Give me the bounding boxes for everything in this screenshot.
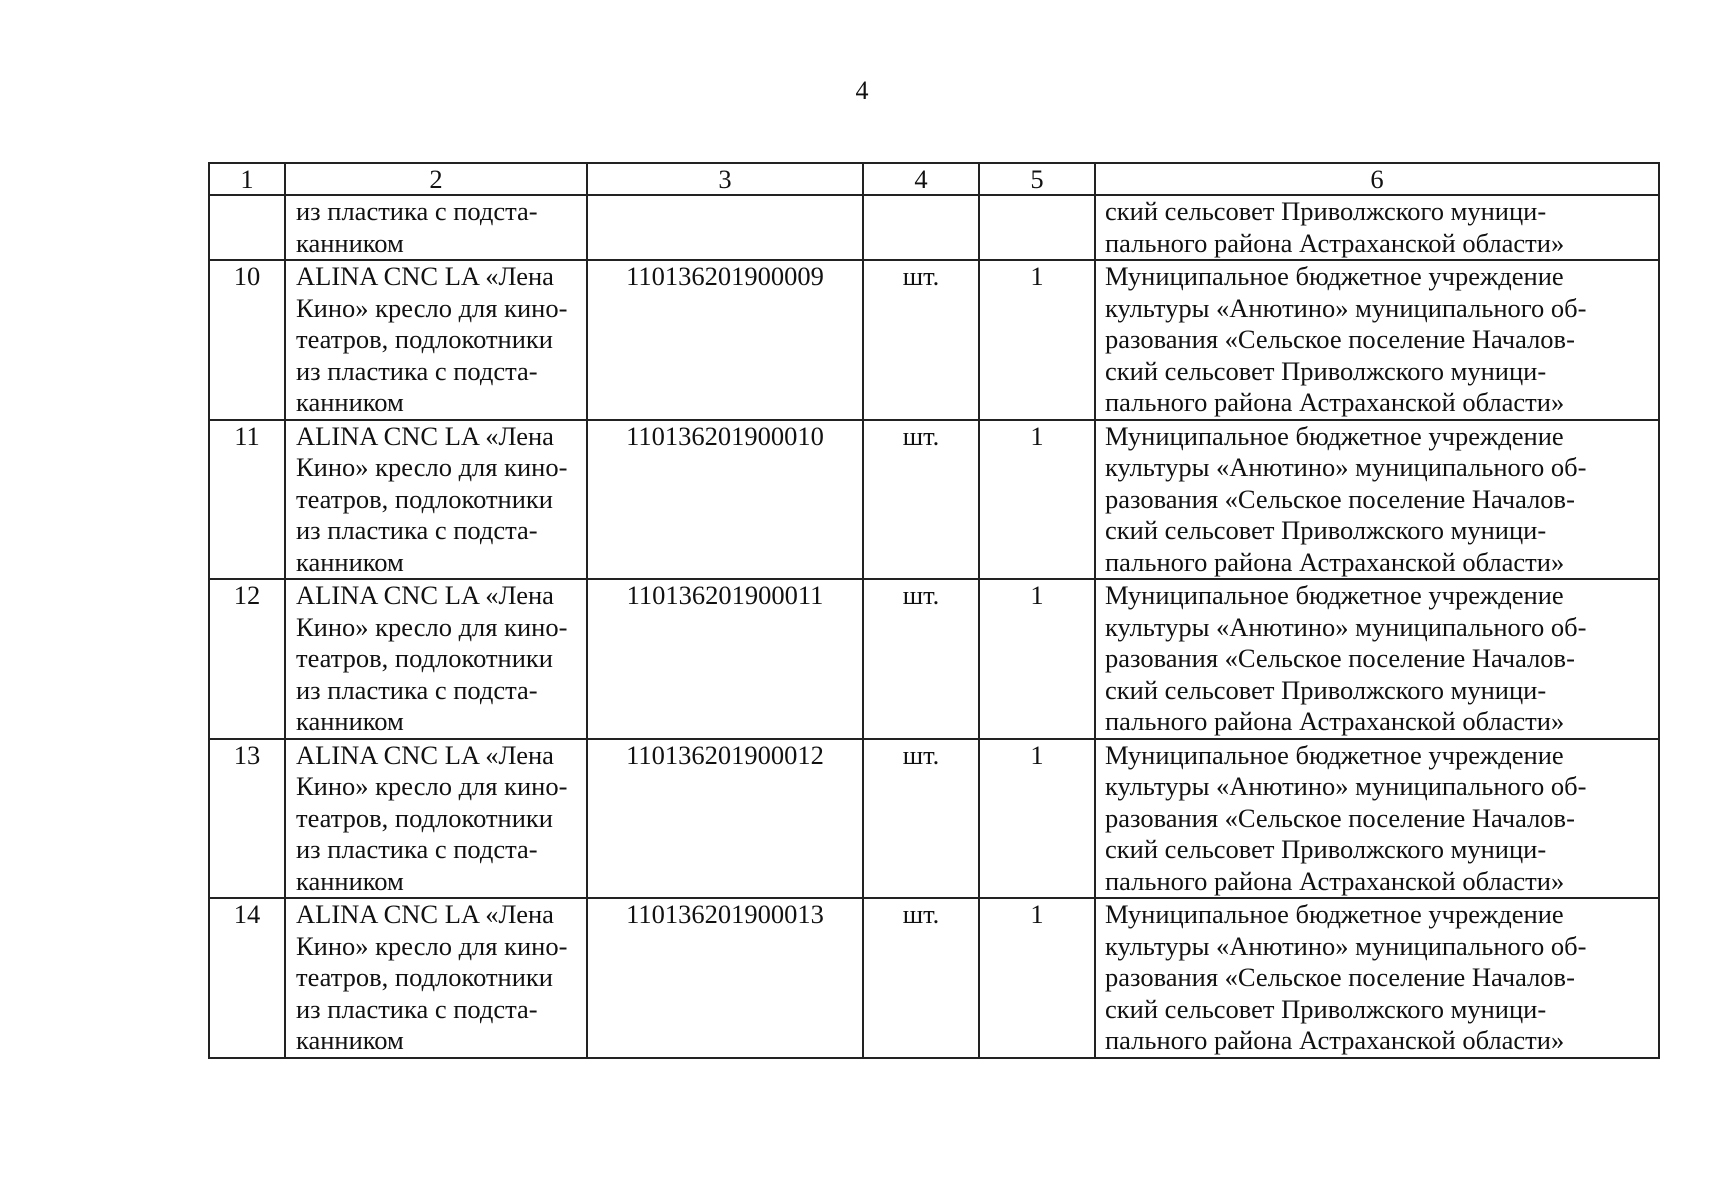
column-header: 4 [863, 163, 979, 195]
item-name-cell: из пластика с подста- канником [285, 195, 587, 260]
row-number-cell: 14 [209, 898, 285, 1058]
row-number-cell: 12 [209, 579, 285, 739]
quantity-cell: 1 [979, 579, 1095, 739]
unit-cell: шт. [863, 898, 979, 1058]
quantity-cell: 1 [979, 898, 1095, 1058]
column-header: 6 [1095, 163, 1659, 195]
table-row [209, 260, 1659, 420]
table-row [209, 579, 1659, 739]
item-name-cell: ALINA CNC LA «Лена Кино» кресло для кино- театров, подлокотники из пластика с подста- канником [285, 739, 587, 899]
column-header: 2 [285, 163, 587, 195]
organization-cell: Муниципальное бюджетное учреждение культуры «Анютино» муниципального об- разования «Сельское поселение Началов- ский сельсовет Приволжского муници- пального района Астраханской области» [1095, 739, 1659, 899]
column-header: 3 [587, 163, 863, 195]
organization-cell: Муниципальное бюджетное учреждение культуры «Анютино» муниципального об- разования «Сельское поселение Началов- ский сельсовет Приволжского муници- пального района Астраханской области» [1095, 420, 1659, 580]
column-header: 5 [979, 163, 1095, 195]
inventory-number-cell [587, 195, 863, 260]
quantity-cell: 1 [979, 420, 1095, 580]
item-name-cell: ALINA CNC LA «Лена Кино» кресло для кино- театров, подлокотники из пластика с подста- канником [285, 898, 587, 1058]
table-row [209, 898, 1659, 1058]
organization-cell: Муниципальное бюджетное учреждение культуры «Анютино» муниципального об- разования «Сельское поселение Началов- ский сельсовет Приволжского муници- пального района Астраханской области» [1095, 579, 1659, 739]
row-number-cell: 13 [209, 739, 285, 899]
quantity-cell: 1 [979, 260, 1095, 420]
organization-cell: Муниципальное бюджетное учреждение культуры «Анютино» муниципального об- разования «Сельское поселение Началов- ский сельсовет Приволжского муници- пального района Астраханской области» [1095, 898, 1659, 1058]
unit-cell [863, 195, 979, 260]
column-header: 1 [209, 163, 285, 195]
table-header-row [209, 163, 1659, 195]
table-row [209, 739, 1659, 899]
row-number-cell [209, 195, 285, 260]
unit-cell: шт. [863, 739, 979, 899]
inventory-number-cell: 110136201900012 [587, 739, 863, 899]
organization-cell: Муниципальное бюджетное учреждение культуры «Анютино» муниципального об- разования «Сельское поселение Началов- ский сельсовет Приволжского муници- пального района Астраханской области» [1095, 260, 1659, 420]
unit-cell: шт. [863, 260, 979, 420]
inventory-number-cell: 110136201900013 [587, 898, 863, 1058]
inventory-number-cell: 110136201900010 [587, 420, 863, 580]
table-row [209, 420, 1659, 580]
item-name-cell: ALINA CNC LA «Лена Кино» кресло для кино- театров, подлокотники из пластика с подста- канником [285, 579, 587, 739]
inventory-number-cell: 110136201900009 [587, 260, 863, 420]
quantity-cell: 1 [979, 739, 1095, 899]
row-number-cell: 11 [209, 420, 285, 580]
item-name-cell: ALINA CNC LA «Лена Кино» кресло для кино- театров, подлокотники из пластика с подста- канником [285, 420, 587, 580]
inventory-number-cell: 110136201900011 [587, 579, 863, 739]
row-number-cell: 10 [209, 260, 285, 420]
table-row-continuation [209, 195, 1659, 260]
unit-cell: шт. [863, 420, 979, 580]
unit-cell: шт. [863, 579, 979, 739]
quantity-cell [979, 195, 1095, 260]
inventory-table [208, 162, 1660, 1059]
item-name-cell: ALINA CNC LA «Лена Кино» кресло для кино- театров, подлокотники из пластика с подста- канником [285, 260, 587, 420]
page-number: 4 [855, 76, 869, 105]
organization-cell: ский сельсовет Приволжского муници- пального района Астраханской области» [1095, 195, 1659, 260]
